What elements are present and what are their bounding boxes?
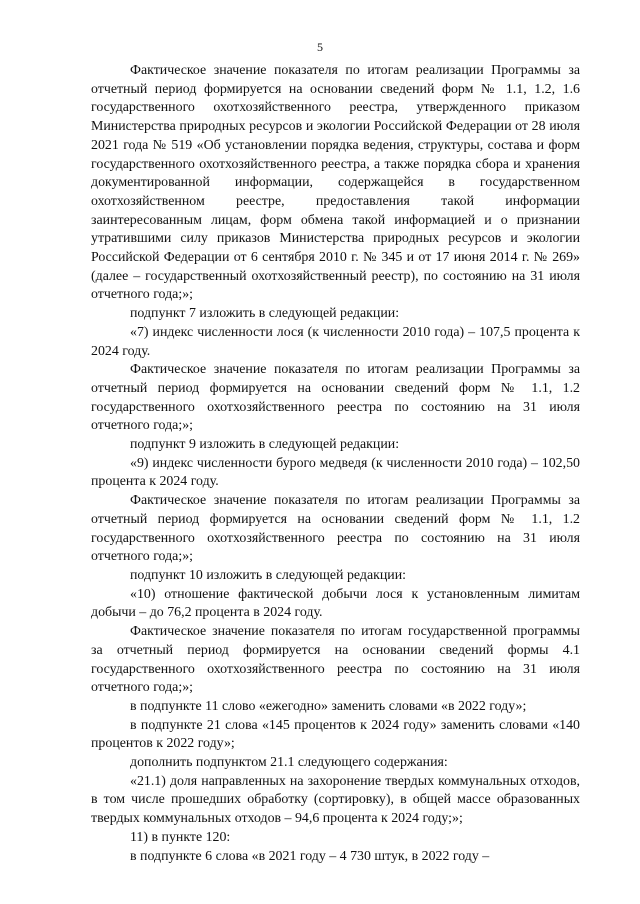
- paragraph-subitem-6-change: в подпункте 6 слова «в 2021 году – 4 730 штук, в 2022 году –: [130, 848, 490, 864]
- paragraph-subitem-9-intro: подпункт 9 изложить в следующей редакции:: [130, 437, 400, 453]
- paragraph-subitem-7-text: «7) индекс численности лося (к численности 2010 года) – 107,5 процента к 2024 году.: [91, 324, 580, 359]
- paragraph-subitem-10-intro: подпункт 10 изложить в следующей редакции:: [130, 567, 407, 583]
- paragraph-subitem-21-1-intro: дополнить подпунктом 21.1 следующего содержания:: [130, 755, 448, 771]
- paragraph-indicator-source-3: Фактическое значение показателя по итогам реализации Программы за отчетный период формируется на основании сведений форм № 1.1, 1.2 государственного охотхозяйственного реестра по состоянию на 31 июля отчетного года;»;: [91, 493, 580, 565]
- document-body: [91, 62, 580, 866]
- paragraph-indicator-source-2: Фактическое значение показателя по итогам реализации Программы за отчетный период формируется на основании сведений форм № 1.1, 1.2 государственного охотхозяйственного реестра по состоянию на 31 июля отчетного года;»;: [91, 362, 580, 434]
- paragraph-item-11: 11) в пункте 120:: [130, 829, 231, 845]
- paragraph-indicator-source-4: Фактическое значение показателя по итогам государственной программы за отчетный период формируется на основании сведений формы 4.1 государственного охотхозяйственного реестра по состоянию на 31 июля отчетного года;»;: [91, 624, 580, 696]
- paragraph-subitem-9-text: «9) индекс численности бурого медведя (к численности 2010 года) – 102,50 процента к 2024 году.: [91, 455, 580, 490]
- paragraph-subitem-11-change: в подпункте 11 слово «ежегодно» заменить словами «в 2022 году»;: [130, 698, 527, 714]
- page-number: 5: [317, 40, 323, 54]
- paragraph-subitem-21-1-text: «21.1) доля направленных на захоронение твердых коммунальных отходов, в том числе прошедших обработку (сортировку), в общей массе образованных твердых коммунальных отходов – 94,6 процента к 2024 году;»;: [91, 773, 580, 827]
- paragraph-subitem-21-change: в подпункте 21 слова «145 процентов к 2024 году» заменить словами «140 процентов к 2022 году»;: [91, 717, 580, 752]
- paragraph-indicator-source-1: Фактическое значение показателя по итогам реализации Программы за отчетный период формируется на основании сведений форм № 1.1, 1.2, 1.6 государственного охотхозяйственного реестра, утвержденного приказом Министерства природных ресурсов и экологии Российской Федерации от 28 июля 2021 года № 519 «Об установлении порядка ведения, структуры, состава и форм государственного охотхозяйственного реестра, а также порядка сбора и хранения документированной информации, содержащейся в государственном охотхозяйственном реестре, предоставления такой информации заинтересованным лицам, форм обмена такой информацией и о признании утратившими силу приказов Министерства природных ресурсов и экологии Российской Федерации от 6 сентября 2010 г. № 345 и от 17 июня 2014 г. № 269» (далее – государственный охотхозяйственный реестр), по состоянию на 31 июля отчетного года;»;: [91, 63, 580, 303]
- paragraph-subitem-7-intro: подпункт 7 изложить в следующей редакции:: [130, 306, 400, 322]
- paragraph-subitem-10-text: «10) отношение фактической добычи лося к установленным лимитам добычи – до 76,2 процента в 2024 году.: [91, 586, 580, 621]
